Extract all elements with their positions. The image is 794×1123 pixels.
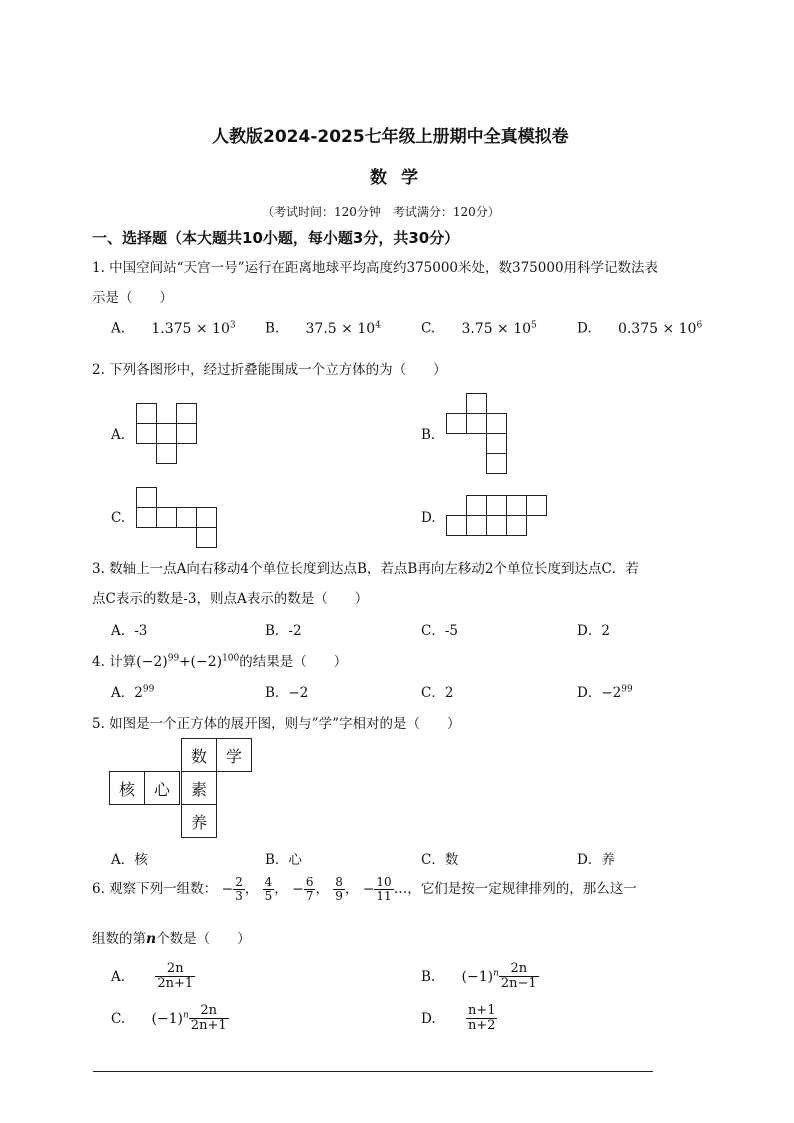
q5-option-d[interactable]: D．养 xyxy=(577,852,615,868)
net-cell: 心 xyxy=(144,771,180,805)
q6-option-b[interactable]: B. $(-1)^n$ $\frac{2n}{2n-1}$ xyxy=(421,961,537,992)
q3-option-a[interactable]: A．-3 xyxy=(111,623,148,639)
q3-text-line2: 点C表示的数是-3，则点A表示的数是（ ） xyxy=(92,591,369,607)
option-value: $37.5 \times 10^4$ xyxy=(305,320,381,337)
page-title: 人教版2024-2025七年级上册期中全真模拟卷 xyxy=(212,127,569,147)
q6-text-line1: 6. 观察下列一组数： − $\frac{2}{3}$ ， $\frac{4}{5}$ ， − $\frac{6}{7}$ ， $\frac{8}{9}$ ， − $\frac{10}{11}$ …，它们是按一定规律排列的，那么这一 xyxy=(92,875,637,904)
q4-text: 4. 计算$(-2)^{99}+(-2)^{100}$的结果是（ ） xyxy=(92,653,348,670)
q3-text-line1: 3. 数轴上一点A向右移动4个单位长度到达点B，若点B再向左移动2个单位长度到达点C．若 xyxy=(92,561,639,577)
q6-option-d[interactable]: D. $\frac{n+1}{n+2}$ xyxy=(421,1003,496,1034)
exam-info: （考试时间：120分钟 考试满分：120分） xyxy=(262,205,500,219)
q1-text-line1: 1. 中国空间站“天宫一号”运行在距离地球平均高度约375000米处，数375000用科学记数法表 xyxy=(92,260,659,276)
q4-option-c[interactable]: C．2 xyxy=(421,685,454,701)
net-cell: 核 xyxy=(109,771,145,805)
q2-option-a-label[interactable]: A. xyxy=(111,427,126,443)
q1-option-d[interactable] xyxy=(577,320,702,337)
option-value: $3.75 \times 10^5$ xyxy=(461,320,537,337)
section-heading-choice: 一、选择题（本大题共10小题，每小题3分，共30分） xyxy=(92,229,460,247)
net-cell: 养 xyxy=(181,804,217,838)
net-cell: 学 xyxy=(216,738,252,772)
footer-divider xyxy=(93,1071,653,1072)
option-label: B. xyxy=(265,320,280,337)
q6-option-a[interactable]: A. $\frac{2n}{2n+1}$ xyxy=(111,961,194,992)
q2-text: 2. 下列各图形中，经过折叠能围成一个立方体的为（ ） xyxy=(92,362,447,378)
fraction: $\frac{8}{9}$ xyxy=(335,875,343,904)
fraction: $\frac{2}{3}$ xyxy=(235,875,243,904)
q4-option-a[interactable]: A．$2^{99}$ xyxy=(111,684,155,701)
q5-text: 5. 如图是一个正方体的展开图，则与”学”字相对的是（ ） xyxy=(92,716,461,732)
option-value: $0.375 \times 10^6$ xyxy=(617,320,703,337)
q4-option-b[interactable]: B．−2 xyxy=(265,685,309,701)
q3-option-b[interactable]: B．-2 xyxy=(265,623,302,639)
q1-option-c[interactable] xyxy=(421,320,537,337)
q1-option-b[interactable] xyxy=(265,320,381,337)
q5-option-b[interactable]: B．心 xyxy=(265,852,302,868)
q5-option-c[interactable]: C．数 xyxy=(421,852,459,868)
q1-option-a[interactable] xyxy=(111,320,236,337)
net-cell: 素 xyxy=(181,771,217,805)
q3-option-d[interactable]: D．2 xyxy=(577,623,610,639)
q5-option-a[interactable]: A．核 xyxy=(111,852,148,868)
q3-option-c[interactable]: C．-5 xyxy=(421,623,458,639)
fraction: $\frac{4}{5}$ xyxy=(264,875,273,904)
option-label: A. xyxy=(111,320,126,337)
option-value: $1.375 \times 10^3$ xyxy=(151,320,236,337)
q4-option-d[interactable]: D．$-2^{99}$ xyxy=(577,684,633,701)
option-label: C. xyxy=(421,320,436,337)
q6-text-line2: 组数的第n个数是（ ） xyxy=(92,931,251,947)
q2-option-d-label[interactable]: D. xyxy=(421,510,436,526)
q1-text-line2: 示是（ ） xyxy=(92,290,173,306)
fraction: $\frac{10}{11}$ xyxy=(376,875,392,904)
q6-option-c[interactable]: C. $(-1)^n$ $\frac{2n}{2n+1}$ xyxy=(111,1003,227,1034)
option-label: D. xyxy=(577,320,592,337)
q2-option-b-label[interactable]: B. xyxy=(421,427,436,443)
fraction: $\frac{6}{7}$ xyxy=(305,875,314,904)
subject-title: 数学 xyxy=(370,168,432,188)
net-cell: 数 xyxy=(181,738,217,772)
q2-option-c-label[interactable]: C. xyxy=(111,510,126,526)
